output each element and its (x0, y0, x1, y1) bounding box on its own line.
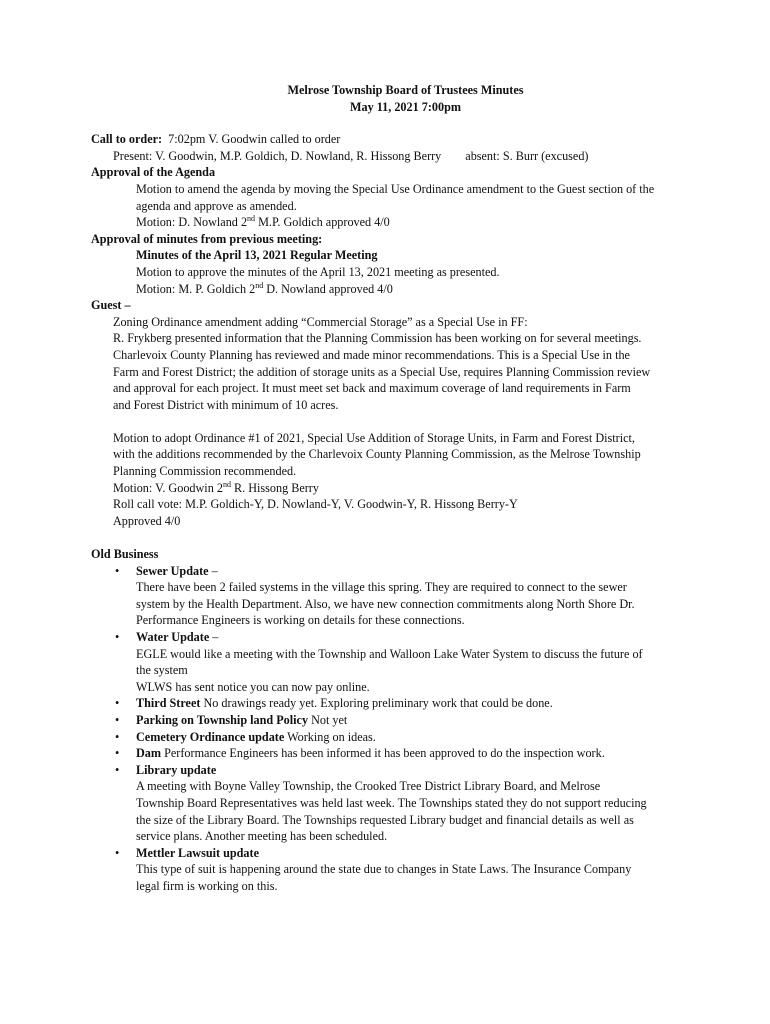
bullet-icon: • (115, 696, 120, 711)
bullet-icon: • (115, 712, 120, 727)
minutes-motion-post: D. Nowland approved 4/0 (263, 281, 393, 296)
sewer-line: Performance Engineers is working on details for these connections. (136, 613, 465, 628)
sewer-dash: – (208, 563, 218, 578)
dam-text: Performance Engineers has been informed it has been approved to do the inspection work. (161, 746, 605, 761)
bullet-icon: • (115, 729, 120, 744)
title-line-2: May 11, 2021 7:00pm (349, 99, 462, 114)
library-heading: Library update (136, 762, 217, 777)
guest-line: and Forest District with minimum of 10 acres. (113, 397, 339, 412)
guest-line: R. Frykberg presented information that the Planning Commission has been working on for several meetings. (113, 331, 642, 346)
guest-motion-post: R. Hissong Berry (230, 480, 319, 495)
library-line: Township Board Representatives was held last week. The Townships stated they do not support reducing (136, 795, 647, 810)
third-street-heading: Third Street (136, 696, 201, 711)
list-item-cemetery (91, 729, 730, 746)
list-item-parking (91, 712, 730, 729)
present-list: Present: V. Goodwin, M.P. Goldich, D. Nowland, R. Hissong Berry (113, 148, 442, 163)
library-line: the size of the Library Board. The Townships requested Library budget and financial details as well as (136, 812, 634, 827)
absent-list: absent: S. Burr (excused) (465, 148, 589, 163)
agenda-heading: Approval of the Agenda (91, 165, 216, 180)
list-item-dam (91, 745, 730, 762)
minutes-motion-pre: Motion: M. P. Goldich 2 (136, 281, 256, 296)
list-item-library (91, 762, 730, 845)
minutes-motion-sup: nd (255, 280, 264, 290)
list-item-third-street (91, 695, 730, 712)
guest-line: Planning Commission recommended. (113, 464, 297, 479)
bullet-icon: • (115, 746, 120, 761)
title-line-1: Melrose Township Board of Trustees Minutes (287, 83, 524, 97)
minutes-subheading: Minutes of the April 13, 2021 Regular Meeting (136, 248, 378, 263)
list-item-mettler (91, 845, 730, 895)
water-line: the system (136, 663, 188, 678)
agenda-body (91, 181, 730, 231)
bullet-icon: • (115, 762, 120, 777)
old-business-list (91, 563, 730, 895)
attendance (91, 148, 730, 165)
guest-line: Zoning Ordinance amendment adding “Commercial Storage” as a Special Use in FF: (113, 314, 528, 329)
guest-line: Farm and Forest District; the addition of storage units as a Special Use, requires Planning Commission review (113, 364, 651, 379)
agenda-line: agenda and approve as amended. (136, 198, 297, 213)
document-title (81, 82, 730, 115)
minutes-body (91, 247, 730, 297)
agenda-line: Motion to amend the agenda by moving the Special Use Ordinance amendment to the Guest section of the (136, 181, 655, 196)
water-line: WLWS has sent notice you can now pay online. (136, 679, 370, 694)
mettler-line: This type of suit is happening around the state due to changes in State Laws. The Insurance Company (136, 862, 632, 877)
guest-line: and approval for each project. It must meet set back and maximum coverage of land requirements in Farm (113, 381, 631, 396)
guest-body (91, 314, 730, 530)
guest-line: with the additions recommended by the Charlevoix County Planning Commission, as the Melrose Township (113, 447, 641, 462)
guest-motion-pre: Motion: V. Goodwin 2 (113, 480, 223, 495)
agenda-motion-sup: nd (247, 214, 256, 224)
water-line: EGLE would like a meeting with the Township and Walloon Lake Water System to discuss the future of (136, 646, 643, 661)
minutes-motion (136, 281, 730, 298)
library-line: service plans. Another meeting has been scheduled. (136, 829, 388, 844)
water-dash: – (209, 630, 219, 644)
mettler-heading: Mettler Lawsuit update (136, 845, 259, 860)
old-business-heading: Old Business (91, 547, 159, 562)
list-item-water (91, 629, 730, 695)
water-heading: Water Update (136, 630, 210, 644)
bullet-icon: • (115, 563, 120, 578)
call-to-order-label: Call to order: (91, 132, 163, 147)
guest-approved: Approved 4/0 (113, 513, 181, 528)
call-to-order (91, 131, 730, 148)
guest-heading: Guest – (91, 298, 131, 313)
list-item-sewer (91, 563, 730, 629)
sewer-heading: Sewer Update (136, 563, 209, 578)
mettler-line: legal firm is working on this. (136, 878, 278, 893)
minutes-line: Motion to approve the minutes of the April 13, 2021 meeting as presented. (136, 264, 500, 279)
agenda-motion-pre: Motion: D. Nowland 2 (136, 215, 248, 230)
sewer-line: There have been 2 failed systems in the village this spring. They are required to connect to the sewer (136, 580, 627, 595)
guest-line: Motion to adopt Ordinance #1 of 2021, Special Use Addition of Storage Units, in Farm and Forest District, (113, 430, 635, 445)
library-line: A meeting with Boyne Valley Township, the Crooked Tree District Library Board, and Melrose (136, 779, 601, 794)
guest-motion (113, 480, 730, 497)
parking-heading: Parking on Township land Policy (136, 712, 309, 727)
guest-line: Charlevoix County Planning has reviewed and made minor recommendations. This is a Special Use in the (113, 347, 630, 362)
bullet-icon: • (115, 845, 120, 860)
roll-call-vote: Roll call vote: M.P. Goldich-Y, D. Nowland-Y, V. Goodwin-Y, R. Hissong Berry-Y (113, 497, 518, 512)
guest-motion-sup: nd (222, 479, 231, 489)
cemetery-text: Working on ideas. (284, 729, 376, 744)
third-street-text: No drawings ready yet. Exploring preliminary work that could be done. (200, 696, 553, 711)
bullet-icon: • (115, 630, 120, 644)
minutes-heading: Approval of minutes from previous meeting: (91, 231, 323, 246)
call-to-order-text: 7:02pm V. Goodwin called to order (168, 132, 341, 147)
parking-text: Not yet (308, 712, 348, 727)
dam-heading: Dam (136, 746, 162, 761)
cemetery-heading: Cemetery Ordinance update (136, 729, 285, 744)
agenda-motion (136, 214, 730, 231)
agenda-motion-post: M.P. Goldich approved 4/0 (255, 215, 390, 230)
sewer-line: system by the Health Department. Also, we have new connection commitments along North Shore Dr. (136, 596, 635, 611)
